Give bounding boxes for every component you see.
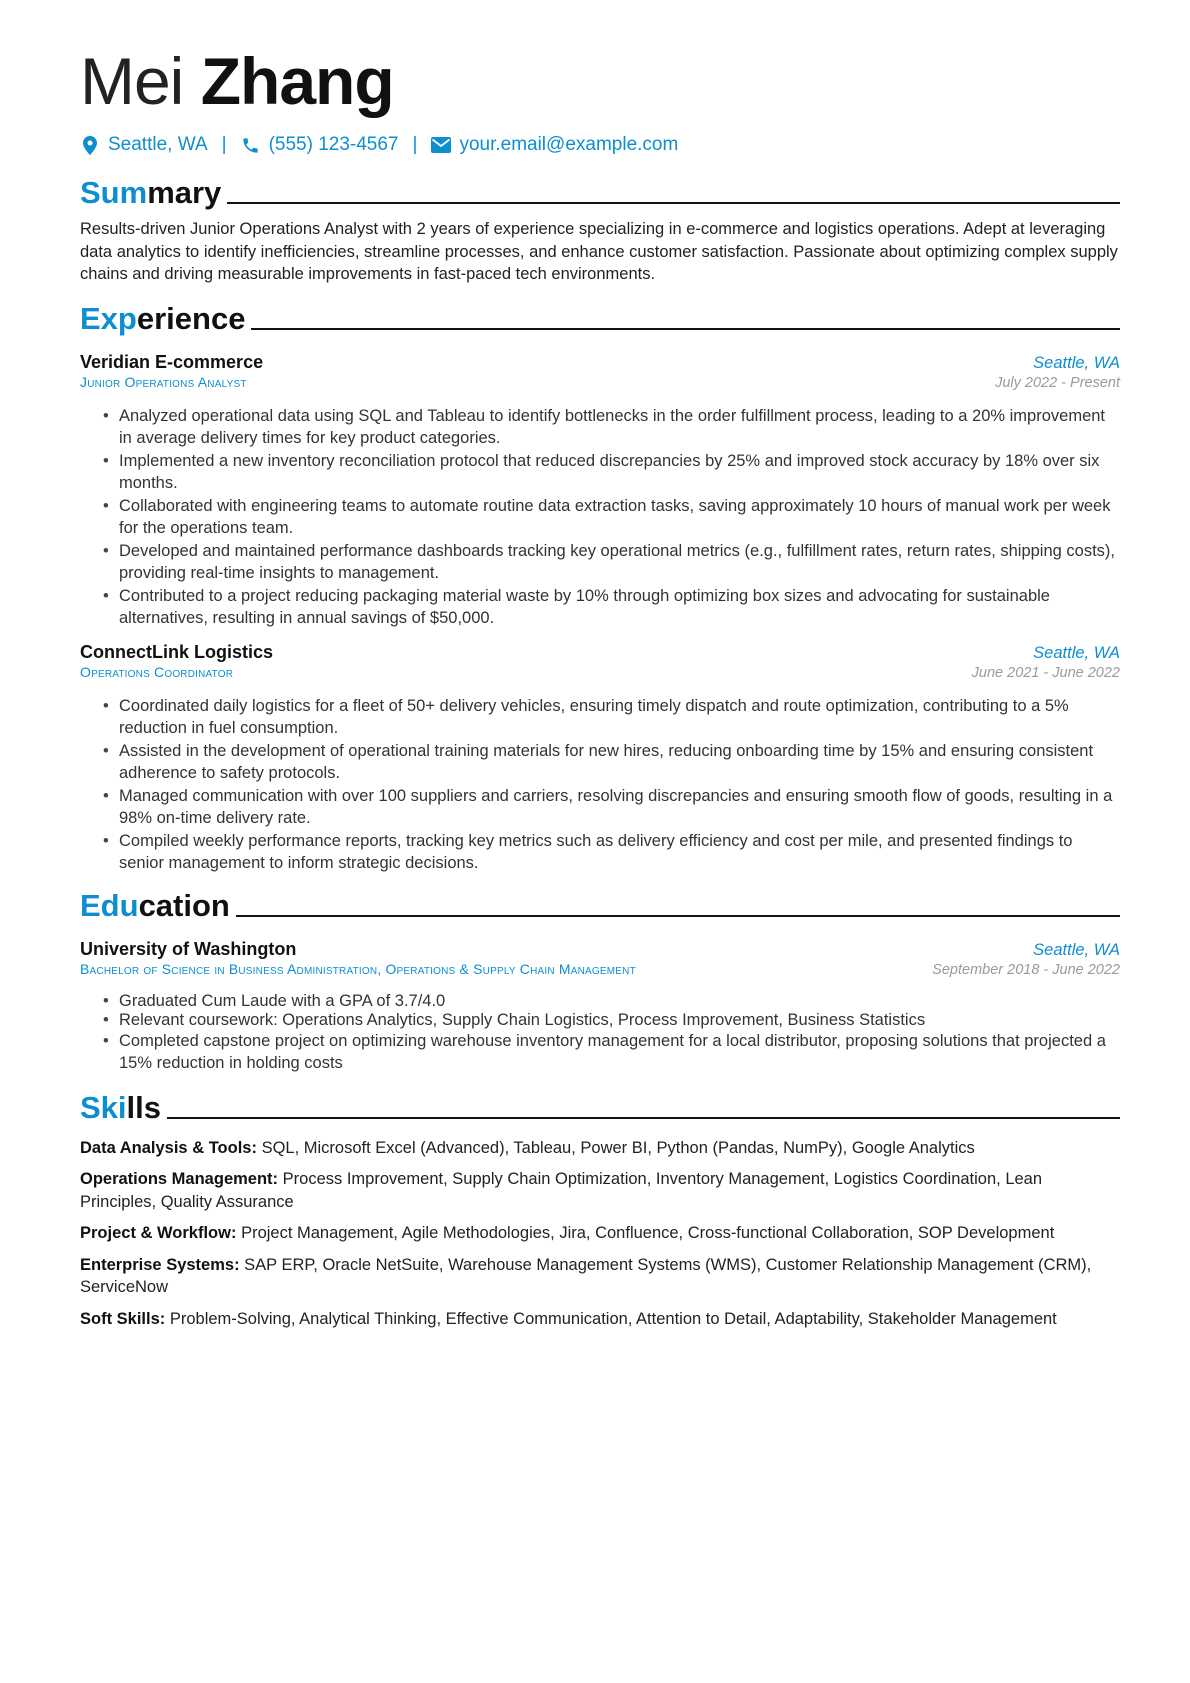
section-divider xyxy=(227,202,1120,204)
envelope-icon xyxy=(431,135,451,155)
contact-line xyxy=(80,132,1120,158)
skill-row xyxy=(80,1308,1120,1331)
summary-text: Results-driven Junior Operations Analyst with 2 years of experience specializing in e-commerce and logistics operations. Adept at leveraging data analytics to identify inefficiencies, streamline processes, and enhance customer satisfaction. Passionate about optimizing complex supply chains and driving measurable improvements in fast-paced tech environments. xyxy=(80,220,1118,283)
job-dates: June 2021 - June 2022 xyxy=(971,664,1120,681)
list-item: • Assisted in the development of operational training materials for new hires, reducing onboarding time by 15% and ensuring consistent adherence to safety protocols. xyxy=(80,740,1120,785)
job-entry xyxy=(80,352,1120,630)
skill-row xyxy=(80,1168,1120,1213)
skill-category: Project & Workflow: xyxy=(80,1224,237,1242)
contact-phone[interactable] xyxy=(241,134,399,156)
section-divider xyxy=(167,1117,1120,1119)
school-name: University of Washington xyxy=(80,938,297,959)
skills-list xyxy=(80,1137,1120,1331)
email-text: your.email@example.com xyxy=(459,134,679,155)
job-bullets xyxy=(80,405,1120,630)
location-text: Seattle, WA xyxy=(108,134,208,155)
contact-separator: | xyxy=(221,134,227,155)
skill-category: Operations Management: xyxy=(80,1170,279,1188)
list-item: • Contributed to a project reducing packaging material waste by 10% through optimizing box sizes and advocating for sustainable alternatives, resulting in annual savings of $50,000. xyxy=(80,585,1120,630)
list-item: • Relevant coursework: Operations Analytics, Supply Chain Logistics, Process Improvement, Business Statistics xyxy=(80,1011,1120,1030)
last-name: Zhang xyxy=(200,44,394,118)
education-dates: September 2018 - June 2022 xyxy=(932,961,1120,978)
first-name: Mei xyxy=(80,44,184,118)
skill-values: Project Management, Agile Methodologies, Jira, Confluence, Cross-functional Collaboration, SOP Development xyxy=(241,1224,1055,1242)
job-location: Seattle, WA xyxy=(1033,353,1120,372)
section-title: Experience xyxy=(80,300,246,336)
list-item: • Developed and maintained performance dashboards tracking key operational metrics (e.g., fulfillment rates, return rates, shipping costs), providing real-time insights to management. xyxy=(80,540,1120,585)
skill-row xyxy=(80,1137,1120,1160)
candidate-name xyxy=(80,44,1120,118)
school-location: Seattle, WA xyxy=(1033,940,1120,959)
skill-values: SAP ERP, Oracle NetSuite, Warehouse Management Systems (WMS), Customer Relationship Management (CRM), ServiceNow xyxy=(80,1255,1092,1296)
skill-values: Process Improvement, Supply Chain Optimization, Inventory Management, Logistics Coordination, Lean Principles, Quality Assurance xyxy=(80,1170,1043,1211)
job-dates: July 2022 - Present xyxy=(995,374,1120,391)
job-entry xyxy=(80,642,1120,875)
list-item: • Graduated Cum Laude with a GPA of 3.7/4.0 xyxy=(80,992,1120,1011)
company-name: ConnectLink Logistics xyxy=(80,641,274,662)
contact-location xyxy=(80,134,208,156)
experience-heading xyxy=(80,298,1120,336)
section-title: Summary xyxy=(80,175,222,210)
resume-page xyxy=(80,0,1120,1330)
list-item: • Implemented a new inventory reconciliation protocol that reduced discrepancies by 25% and improved stock accuracy by 18% over six months. xyxy=(80,450,1120,495)
skill-category: Enterprise Systems: xyxy=(80,1255,240,1274)
skill-values: SQL, Microsoft Excel (Advanced), Tableau, Power BI, Python (Pandas, NumPy), Google Analytics xyxy=(261,1138,975,1157)
list-item: • Managed communication with over 100 suppliers and carriers, resolving discrepancies and ensuring smooth flow of goods, resulting in a 98% on-time delivery rate. xyxy=(80,785,1120,830)
job-bullets xyxy=(80,695,1120,875)
education-heading xyxy=(80,885,1120,923)
company-name: Veridian E-commerce xyxy=(80,351,264,372)
section-title: Education xyxy=(80,887,230,923)
summary-heading xyxy=(80,172,1120,210)
education-entry xyxy=(80,939,1120,1075)
map-pin-icon xyxy=(80,135,100,155)
list-item: • Compiled weekly performance reports, tracking key metrics such as delivery efficiency and cost per mile, and presented findings to senior management to inform strategic decisions. xyxy=(80,830,1120,875)
list-item: • Completed capstone project on optimizing warehouse inventory management for a local distributor, proposing solutions that projected a 15% reduction in holding costs xyxy=(80,1030,1120,1075)
phone-text: (555) 123-4567 xyxy=(268,134,399,155)
degree: Bachelor of Science in Business Administration, Operations & Supply Chain Management xyxy=(80,960,636,977)
list-item: • Coordinated daily logistics for a fleet of 50+ delivery vehicles, ensuring timely dispatch and route optimization, contributing to a 5% reduction in fuel consumption. xyxy=(80,695,1120,740)
skills-heading xyxy=(80,1087,1120,1125)
contact-separator: | xyxy=(412,134,418,155)
contact-email[interactable] xyxy=(431,134,678,156)
section-divider xyxy=(236,915,1120,917)
education-bullets xyxy=(80,992,1120,1075)
skill-row xyxy=(80,1254,1120,1299)
phone-icon xyxy=(241,135,261,155)
skill-category: Soft Skills: xyxy=(80,1309,166,1328)
job-title: Junior Operations Analyst xyxy=(80,373,247,390)
job-title: Operations Coordinator xyxy=(80,663,234,680)
skill-row xyxy=(80,1222,1120,1245)
skill-category: Data Analysis & Tools: xyxy=(80,1138,257,1157)
section-divider xyxy=(251,328,1120,330)
skill-values: Problem-Solving, Analytical Thinking, Effective Communication, Attention to Detail, Adaptability, Stakeholder Management xyxy=(169,1309,1057,1328)
section-title: Skills xyxy=(80,1089,161,1125)
job-location: Seattle, WA xyxy=(1033,643,1120,662)
list-item: • Analyzed operational data using SQL and Tableau to identify bottlenecks in the order fulfillment process, leading to a 20% improvement in average delivery times for key product categories. xyxy=(80,405,1120,450)
list-item: • Collaborated with engineering teams to automate routine data extraction tasks, saving approximately 10 hours of manual work per week for the operations team. xyxy=(80,495,1120,540)
